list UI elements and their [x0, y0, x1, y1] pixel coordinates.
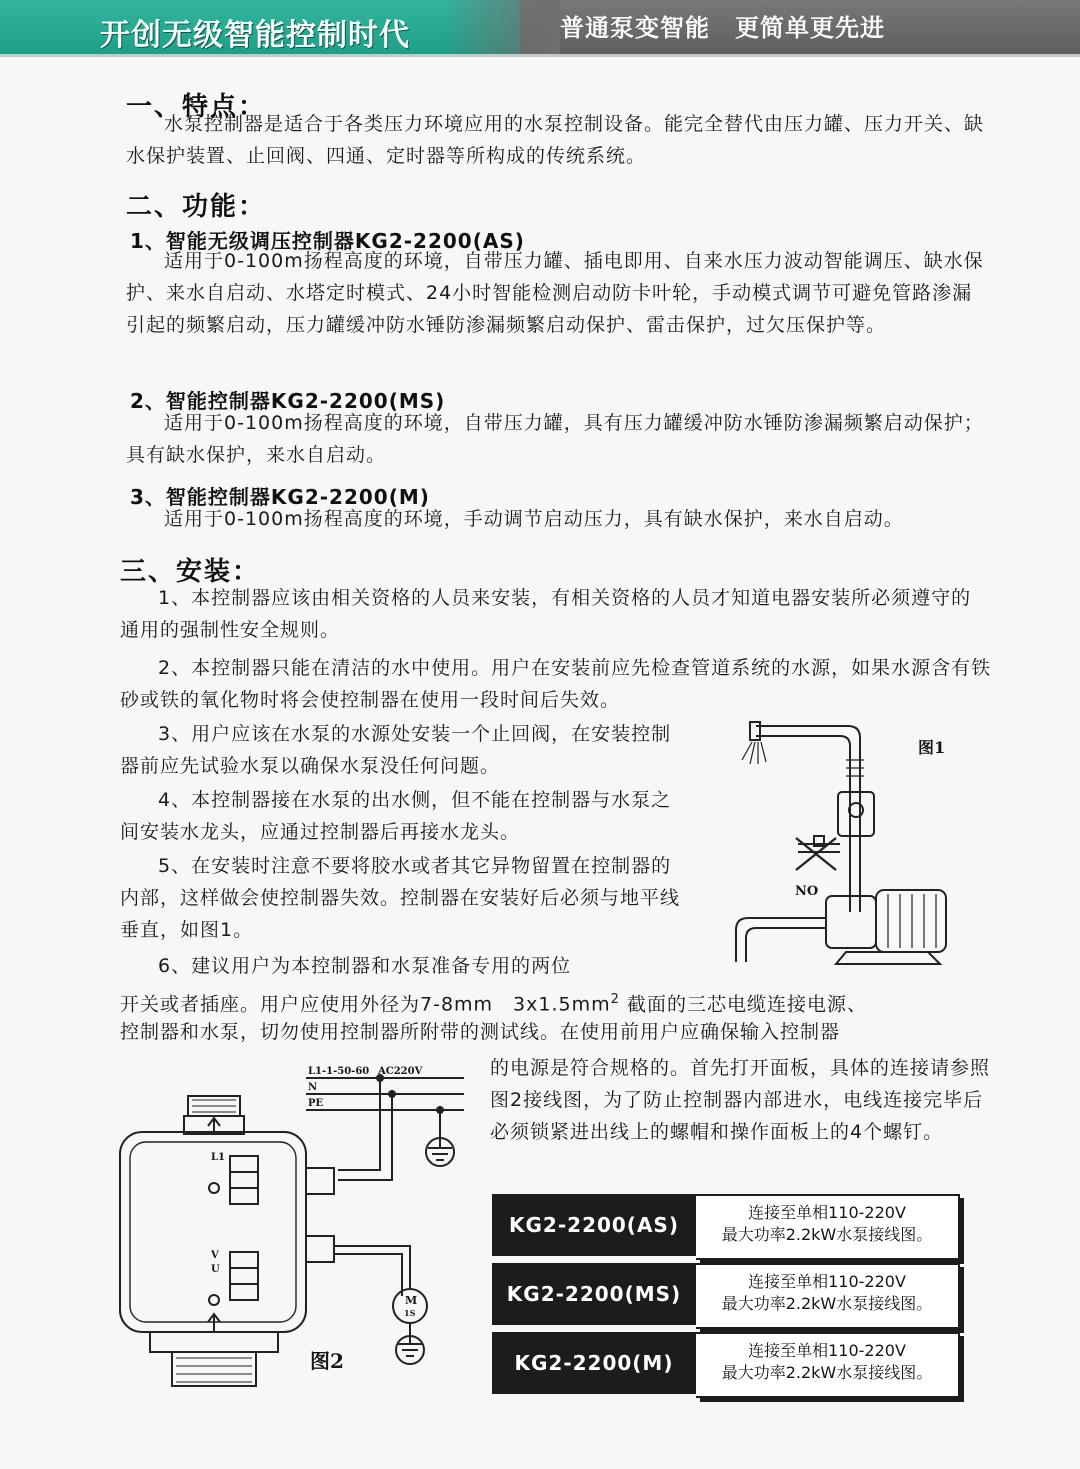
terminal-top-dividers	[230, 1172, 258, 1188]
section-heading-functions: 二、功能：	[126, 192, 267, 222]
model-desc-m-line1: 连接至单相110-220V	[748, 1341, 906, 1360]
function-item-title-ms: 2、智能控制器KG2-2200(MS)	[130, 389, 446, 413]
motor-fins	[888, 894, 936, 948]
cross-mark-icon	[796, 838, 836, 870]
pipe-top-inner	[756, 736, 850, 852]
fig2-motor-sub-label: 1S	[404, 1308, 416, 1318]
fig2-n-label: N	[308, 1082, 318, 1093]
ground-terminal-top-icon	[209, 1183, 219, 1193]
supply-lines	[306, 1078, 464, 1110]
outlet-thread-lines	[176, 1358, 252, 1382]
inlet-thread-lines	[192, 1100, 236, 1112]
model-desc-ms	[696, 1263, 960, 1329]
superscript-2: 2	[610, 992, 620, 1007]
section-heading-features: 一、特点：	[126, 92, 267, 122]
model-name-ms: KG2-2200(MS)	[492, 1263, 696, 1325]
fig2-voltage-label: AC220V	[378, 1066, 423, 1077]
model-desc-ms-line2: 最大功率2.2kW水泵接线图。	[721, 1294, 933, 1313]
fig2-u-label: U	[211, 1264, 220, 1275]
model-desc-as-line2: 最大功率2.2kW水泵接线图。	[721, 1225, 933, 1244]
terminal-block-bottom	[230, 1252, 258, 1300]
header-slogan: 普通泵变智能 更简单更先进	[560, 14, 885, 42]
motor-wires	[334, 1246, 410, 1296]
features-text: 水泵控制器是适合于各类压力环境应用的水泵控制设备。能完全替代由压力罐、压力开关、缺水保护装置、止回阀、四通、定时器等所构成的传统系统。	[126, 113, 985, 167]
function-item-text-as: 适用于0-100m扬程高度的环境，自带压力罐、插电即用、自来水压力波动智能调压、缺水保护、来水自启动、水塔定时模式、24小时智能检测启动防卡叶轮，手动模式调节可避免管路渗漏引起的频繁启动，压力罐缓冲防水锤防渗漏频繁启动保护、雷击保护，过欠压保护等。	[126, 250, 984, 336]
figure1-no-label: NO	[795, 884, 819, 899]
install-step-6-line3: 控制器和水泵，切勿使用控制器所附带的测试线。在使用前用户应确保输入控制器	[120, 1021, 841, 1043]
terminal-block-top	[230, 1156, 258, 1204]
install-step-6-line1: 6、建议用户为本控制器和水泵准备专用的两位	[158, 955, 572, 977]
ground-icon-top	[428, 1140, 452, 1160]
install-step-6-line4: 的电源是符合规格的。首先打开面板，具体的连接请参照图2接线图，为了防止控制器内部进水，电线连接完毕后必须锁紧进出线上的螺帽和操作面板上的4个螺钉。	[490, 1057, 991, 1143]
suction-pipe	[736, 918, 826, 962]
function-item-title-m: 3、智能控制器KG2-2200(M)	[130, 485, 430, 509]
header-gradient-fade	[440, 0, 560, 54]
fig2-pe-label: PE	[308, 1098, 324, 1109]
cable-gland-top	[306, 1168, 334, 1194]
water-spray-icon	[742, 742, 766, 764]
model-desc-m-line2: 最大功率2.2kW水泵接线图。	[721, 1363, 933, 1382]
controller-base	[150, 1332, 278, 1352]
header-divider	[0, 54, 1080, 57]
pipe-top	[756, 726, 860, 852]
terminal-bottom-dividers	[230, 1268, 258, 1284]
outlet-thread	[172, 1352, 256, 1386]
fig2-v-label: V	[211, 1250, 219, 1261]
install-step-2: 2、本控制器只能在清洁的水中使用。用户在安装前应先检查管道系统的水源，如果水源含有铁砂或铁的氧化物时将会使控制器在使用一段时间后失效。	[120, 657, 992, 711]
install-step-6-line2	[120, 984, 1020, 1020]
model-desc-as	[696, 1194, 960, 1260]
install-step-4: 4、本控制器接在水泵的出水侧，但不能在控制器与水泵之间安装水龙头，应通过控制器后再接水龙头。	[120, 789, 672, 843]
model-row-ms	[492, 1263, 968, 1325]
model-desc-m	[696, 1332, 960, 1398]
ground-terminal-bottom-icon	[209, 1295, 219, 1305]
model-desc-as-line1: 连接至单相110-220V	[748, 1203, 906, 1222]
header-title: 开创无级智能控制时代	[100, 18, 410, 53]
fig2-line-label: L1-1-50-60	[308, 1066, 370, 1077]
install-step-6-line2-b: 截面的三芯电缆连接电源、	[626, 993, 867, 1016]
install-step-6-line2-a: 开关或者插座。用户应使用外径为7-8mm 3x1.5mm	[120, 993, 611, 1016]
section-heading-installation: 三、安装：	[120, 557, 261, 587]
pipe-thread	[846, 760, 864, 776]
pump-base	[836, 952, 940, 964]
figure1-installation-diagram	[728, 712, 988, 974]
function-item-text-m: 适用于0-100m扬程高度的环境，手动调节启动压力，具有缺水保护，来水自启动。	[164, 508, 904, 530]
flow-arrow-bottom-icon	[208, 1314, 220, 1332]
figure2-wiring-diagram	[110, 1060, 470, 1390]
model-row-as	[492, 1194, 968, 1256]
model-row-m	[492, 1332, 968, 1394]
install-step-1: 1、本控制器应该由相关资格的人员来安装，有相关资格的人员才知道电器安装所必须遵守的通用的强制性安全规则。	[120, 587, 972, 641]
function-item-text-ms: 适用于0-100m扬程高度的环境，自带压力罐，具有压力罐缓冲防水锤防渗漏频繁启动保护；具有缺水保护，来水自启动。	[126, 412, 984, 466]
fig2-motor-label: M	[405, 1294, 418, 1307]
install-step-5: 5、在安装时注意不要将胶水或者其它异物留置在控制器的内部，这样做会使控制器失效。控制器在安装好后必须与地平线垂直，如图1。	[120, 855, 681, 941]
pipe-down	[850, 852, 860, 912]
controller-icon	[838, 792, 874, 836]
faucet-icon	[750, 722, 760, 740]
header-banner	[0, 0, 1080, 54]
model-legend-table	[492, 1194, 972, 1401]
function-item-title-as: 1、智能无级调压控制器KG2-2200(AS)	[130, 229, 525, 253]
model-desc-ms-line1: 连接至单相110-220V	[748, 1272, 906, 1291]
cable-gland-bottom	[306, 1236, 334, 1262]
figure1-label: 图1	[918, 738, 946, 757]
fig2-l1-label: L1	[211, 1152, 225, 1163]
install-step-3: 3、用户应该在水泵的水源处安装一个止回阀，在安装控制器前应先试验水泵以确保水泵没任何问题。	[120, 723, 672, 777]
figure2-label: 图2	[310, 1349, 344, 1373]
model-name-as: KG2-2200(AS)	[492, 1194, 696, 1256]
model-name-m: KG2-2200(M)	[492, 1332, 696, 1394]
